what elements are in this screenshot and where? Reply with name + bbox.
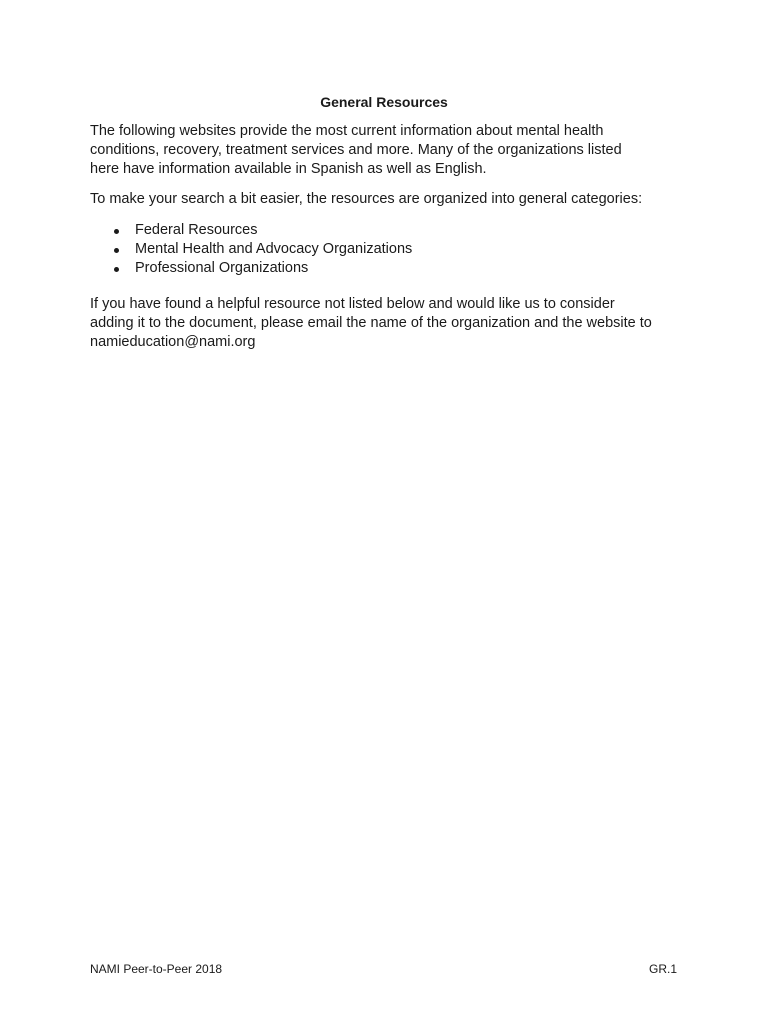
list-item	[90, 259, 412, 278]
list-item	[90, 240, 412, 259]
page-number: GR.1	[648, 962, 677, 976]
intro-line: conditions, recovery, treatment services and more. Many of the organizations listed	[90, 142, 622, 158]
bullet-icon	[114, 229, 119, 234]
intro-paragraph	[90, 122, 690, 179]
list-item	[90, 221, 412, 240]
search-note-line: To make your search a bit easier, the resources are organized into general categories:	[90, 191, 643, 207]
category-list	[90, 221, 412, 278]
page-title: General Resources	[320, 94, 448, 110]
bullet-icon	[114, 267, 119, 272]
contact-line: If you have found a helpful resource not listed below and would like us to consider	[90, 296, 615, 312]
intro-line: The following websites provide the most current information about mental health	[90, 123, 604, 139]
intro-line: here have information available in Spanish as well as English.	[90, 161, 487, 177]
category-label: Professional Organizations	[135, 260, 309, 276]
footer-left-text: NAMI Peer-to-Peer 2018	[90, 962, 223, 976]
category-label: Federal Resources	[135, 222, 258, 238]
contact-email: namieducation@nami.org	[90, 334, 256, 350]
category-label: Mental Health and Advocacy Organizations	[135, 241, 413, 257]
contact-paragraph	[90, 295, 690, 352]
contact-line: adding it to the document, please email the name of the organization and the website to	[90, 315, 652, 331]
search-note-paragraph	[90, 190, 690, 209]
bullet-icon	[114, 248, 119, 253]
